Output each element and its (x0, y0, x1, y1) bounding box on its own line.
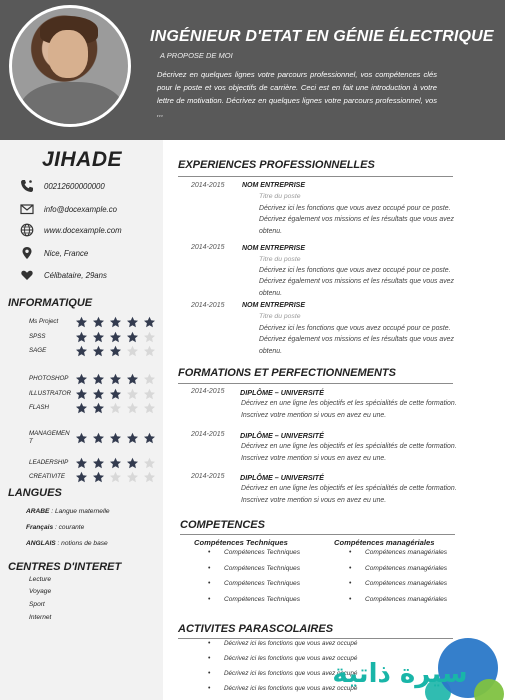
contact-location (20, 245, 88, 261)
location-pin-icon (20, 246, 34, 260)
star-filled-icon (109, 316, 122, 328)
heart-icon (20, 268, 34, 282)
globe-icon (20, 223, 34, 237)
star-filled-icon (92, 432, 105, 444)
experience-position: Titre du poste (259, 193, 301, 200)
star-filled-icon (92, 316, 105, 328)
about-label: A PROPOSE DE MOI (160, 51, 233, 60)
experience-description: Décrivez ici les fonctions que vous avez occupé pour ce poste. Décrivez également vos missions et les résultats que vous avez obtenu. (259, 205, 454, 235)
star-filled-icon (92, 457, 105, 469)
contact-email (20, 201, 117, 217)
skill-rating (75, 316, 156, 328)
star-filled-icon (109, 388, 122, 400)
star-filled-icon (126, 432, 139, 444)
interest-item: Internet (29, 614, 52, 621)
bullet-icon: • (349, 549, 352, 556)
star-filled-icon (75, 316, 88, 328)
skill-label: PHOTOSHOP (29, 375, 69, 382)
experience-date: 2014-2015 (191, 182, 225, 189)
contact-phone-text: 00212600000000 (44, 181, 105, 191)
contact-status-text: Célibataire, 29ans (44, 270, 107, 280)
technical-skill-item: Compétences Techniques (224, 596, 300, 603)
star-filled-icon (109, 345, 122, 357)
mail-icon (20, 202, 34, 216)
education-divider (178, 383, 453, 384)
star-empty-icon (143, 402, 156, 414)
skill-label: LEADERSHIP (29, 459, 69, 466)
skill-row (29, 388, 159, 400)
activity-item: Décrivez ici les fonctions que vous avez occupé (224, 655, 358, 662)
bullet-icon: • (349, 580, 352, 587)
managerial-skill-item: Compétences managériales (365, 596, 448, 603)
experience-date: 2014-2015 (191, 244, 225, 251)
skill-label: ILLUSTRATOR (29, 390, 72, 397)
interest-item: Sport (29, 601, 45, 608)
about-text: Décrivez en quelques lignes votre parcours professionnel, vos compétences clés pour le poste et vos objectifs de carrière. Ceci est en fait une introduction à votre lettre de motivation. Décrivez en quelques lignes votre parcours professionnel, vos ,,, (157, 70, 437, 118)
language-name: ANGLAIS (26, 540, 56, 547)
phone-icon (20, 179, 34, 193)
interest-item: Voyage (29, 588, 52, 595)
experience-date: 2014-2015 (191, 302, 225, 309)
star-filled-icon (143, 432, 156, 444)
informatique-heading: INFORMATIQUE (8, 297, 93, 309)
bullet-icon: • (208, 565, 211, 572)
star-filled-icon (75, 345, 88, 357)
skill-rating (75, 402, 156, 414)
activities-heading: ACTIVITES PARASCOLAIRES (178, 623, 334, 635)
contact-phone (20, 178, 105, 194)
star-filled-icon (92, 345, 105, 357)
language-level: : Langue maternelle (49, 508, 110, 515)
bullet-icon: • (208, 640, 211, 647)
experience-description: Décrivez ici les fonctions que vous avez occupé pour ce poste. Décrivez également vos missions et les résultats que vous avez obtenu. (259, 267, 454, 297)
language-row (26, 508, 110, 515)
star-filled-icon (109, 373, 122, 385)
skill-rating (75, 388, 156, 400)
skill-rating (75, 457, 156, 469)
skill-label: Ms Project (29, 318, 59, 325)
education-degree: DIPLÔME – UNIVERSITÉ (240, 431, 324, 440)
skill-row (29, 316, 159, 328)
star-filled-icon (109, 331, 122, 343)
star-empty-icon (109, 471, 122, 483)
languages-heading: LANGUES (8, 487, 62, 499)
star-filled-icon (75, 471, 88, 483)
activity-item: Décrivez ici les fonctions que vous avez occupé (224, 640, 358, 647)
competences-heading: COMPETENCES (180, 519, 265, 531)
bullet-icon: • (208, 685, 211, 692)
bullet-icon: • (208, 549, 211, 556)
activity-item: Décrivez ici les fonctions que vous avez occupé (224, 670, 358, 677)
language-name: Français (26, 524, 54, 531)
star-filled-icon (109, 457, 122, 469)
language-level: : courante (53, 524, 85, 531)
star-filled-icon (109, 432, 122, 444)
skill-row (29, 471, 159, 483)
education-date: 2014-2015 (191, 431, 225, 438)
star-filled-icon (126, 373, 139, 385)
contact-email-text: info@docexample.co (44, 204, 117, 214)
managerial-skill-item: Compétences managériales (365, 565, 448, 572)
watermark-logo (300, 632, 505, 700)
experience-company: NOM ENTREPRISE (242, 182, 306, 189)
star-filled-icon (75, 331, 88, 343)
interest-item: Lecture (29, 576, 51, 583)
star-filled-icon (92, 471, 105, 483)
managerial-skill-item: Compétences managériales (365, 580, 448, 587)
skill-row (29, 457, 159, 469)
bullet-icon: • (208, 670, 211, 677)
education-date: 2014-2015 (191, 388, 225, 395)
language-row (26, 524, 84, 531)
bullet-icon: • (208, 580, 211, 587)
education-description: Décrivez en une ligne les objectifs et les spécialités de cette formation. Inscrivez votre mention si vous en avez eu une. (241, 485, 457, 504)
star-empty-icon (143, 471, 156, 483)
star-filled-icon (126, 316, 139, 328)
experience-heading: EXPERIENCES PROFESSIONNELLES (178, 159, 375, 171)
skill-label: SPSS (29, 333, 46, 340)
education-degree: DIPLÔME – UNIVERSITÉ (240, 473, 324, 482)
star-empty-icon (143, 331, 156, 343)
education-date: 2014-2015 (191, 473, 225, 480)
skill-row (29, 331, 159, 343)
star-empty-icon (126, 345, 139, 357)
star-filled-icon (126, 457, 139, 469)
candidate-name: JIHADE (42, 148, 123, 171)
experience-position: Titre du poste (259, 256, 301, 263)
star-empty-icon (143, 457, 156, 469)
star-filled-icon (126, 331, 139, 343)
star-empty-icon (143, 345, 156, 357)
contact-website-text: www.docexample.com (44, 225, 122, 235)
education-description: Décrivez en une ligne les objectifs et les spécialités de cette formation. Inscrivez votre mention si vous en avez eu une. (241, 443, 457, 462)
profile-photo (9, 5, 131, 127)
star-empty-icon (126, 471, 139, 483)
star-empty-icon (143, 373, 156, 385)
language-name: ARABE (26, 508, 50, 515)
competences-divider (180, 534, 455, 535)
skill-rating (75, 373, 156, 385)
technical-skill-item: Compétences Techniques (224, 565, 300, 572)
skill-row (29, 402, 159, 414)
education-description: Décrivez en une ligne les objectifs et les spécialités de cette formation. Inscrivez votre mention si vous en avez eu une. (241, 400, 457, 419)
experience-company: NOM ENTREPRISE (242, 245, 306, 252)
contact-location-text: Nice, France (44, 248, 89, 258)
star-filled-icon (75, 457, 88, 469)
education-degree: DIPLÔME – UNIVERSITÉ (240, 388, 324, 397)
contact-website (20, 222, 122, 238)
bullet-icon: • (349, 565, 352, 572)
skill-label: FLASH (29, 404, 49, 411)
bullet-icon: • (208, 596, 211, 603)
logo-text: سيرة ذاتية (332, 659, 468, 689)
skill-rating (75, 432, 156, 444)
experience-description: Décrivez ici les fonctions que vous avez occupé pour ce poste. Décrivez également vos missions et les résultats que vous avez obtenu. (259, 325, 454, 355)
contact-status (20, 267, 107, 283)
language-level: : notions de base (55, 540, 108, 547)
star-filled-icon (75, 402, 88, 414)
education-heading: FORMATIONS ET PERFECTIONNEMENTS (178, 367, 396, 379)
job-title: INGÉNIEUR D'ETAT EN GÉNIE ÉLECTRIQUE (150, 28, 494, 45)
star-empty-icon (143, 388, 156, 400)
managerial-skills-heading: Compétences managériales (334, 538, 435, 547)
star-filled-icon (75, 432, 88, 444)
skill-label: MANAGEMEN T (29, 430, 70, 445)
skill-label: CREATIVITE (29, 473, 65, 480)
technical-skills-heading: Compétences Techniques (194, 538, 288, 547)
skill-rating (75, 471, 156, 483)
experience-company: NOM ENTREPRISE (242, 302, 306, 309)
skill-label: SAGE (29, 347, 47, 354)
interests-heading: CENTRES D'INTERET (8, 561, 122, 573)
star-filled-icon (92, 388, 105, 400)
technical-skill-item: Compétences Techniques (224, 549, 300, 556)
star-empty-icon (126, 402, 139, 414)
experience-position: Titre du poste (259, 313, 301, 320)
skill-rating (75, 345, 156, 357)
skill-row (29, 345, 159, 357)
experience-divider (178, 176, 453, 177)
technical-skill-item: Compétences Techniques (224, 580, 300, 587)
star-filled-icon (92, 373, 105, 385)
star-filled-icon (75, 373, 88, 385)
bullet-icon: • (208, 655, 211, 662)
skill-row (29, 432, 159, 444)
star-empty-icon (126, 388, 139, 400)
star-filled-icon (92, 331, 105, 343)
star-filled-icon (143, 316, 156, 328)
bullet-icon: • (349, 596, 352, 603)
language-row (26, 540, 108, 547)
managerial-skill-item: Compétences managériales (365, 549, 448, 556)
star-filled-icon (92, 402, 105, 414)
skill-row (29, 373, 159, 385)
skill-rating (75, 331, 156, 343)
star-empty-icon (109, 402, 122, 414)
activity-item: Décrivez ici les fonctions que vous avez occupé (224, 685, 358, 692)
star-filled-icon (75, 388, 88, 400)
